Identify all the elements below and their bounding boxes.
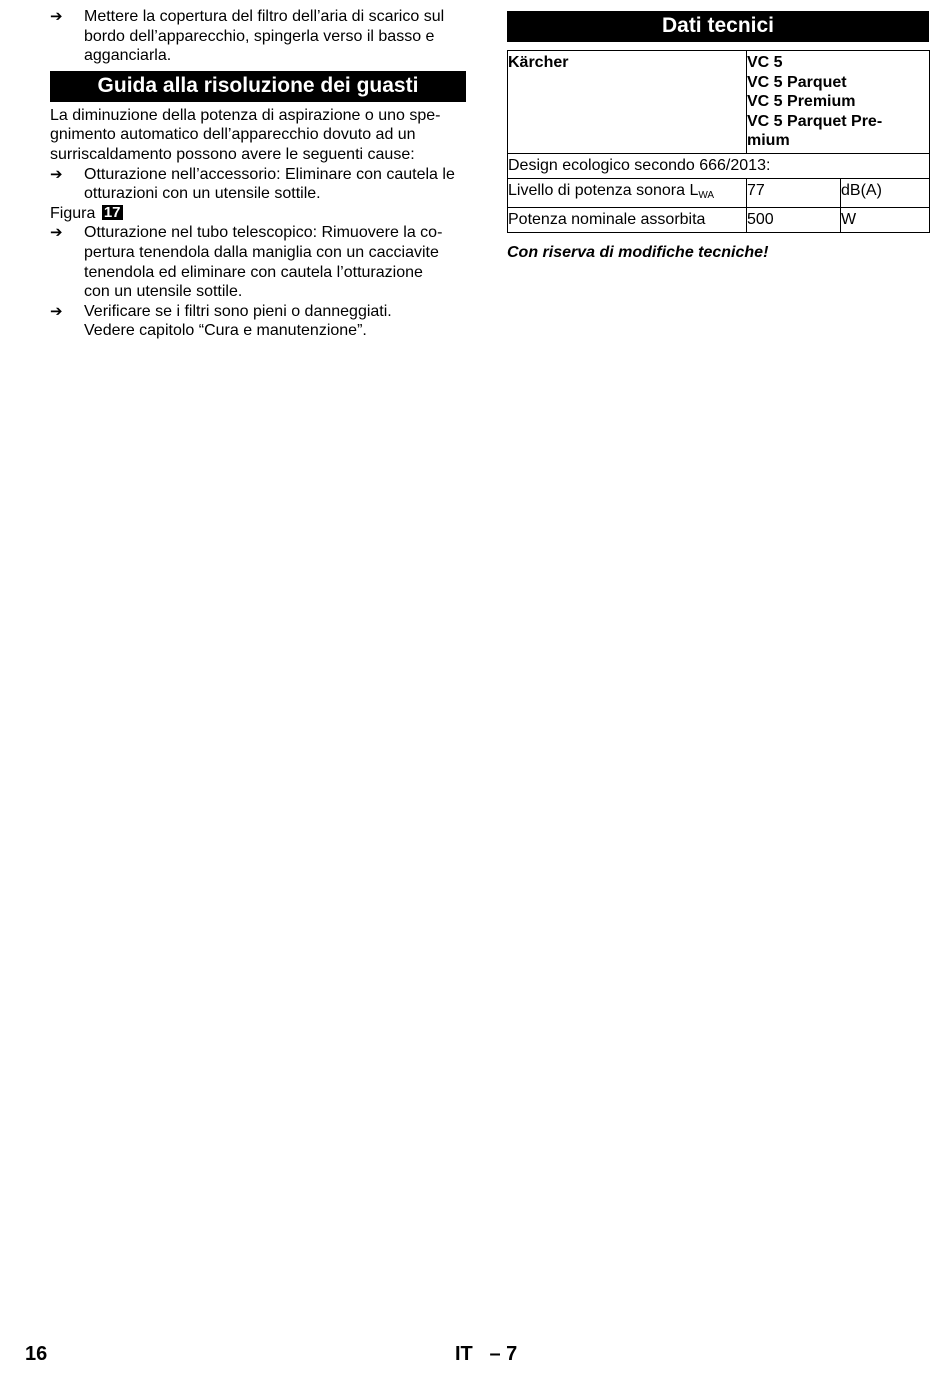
sound-label-cell [508,178,747,208]
instruction-bullet-filters [50,302,466,341]
bullet-line: tenendola ed eliminare con cautela l’otturazione [84,263,423,281]
instruction-bullet-accessory [50,165,466,204]
troubleshooting-intro [50,106,466,165]
instruction-bullet-cover [50,7,466,66]
power-value-cell: 500 [747,208,841,233]
paragraph-line: gnimento automatico dell’apparecchio dovuto ad un [50,126,416,144]
sound-label-subscript: WA [698,189,715,201]
bullet-line: Verificare se i filtri sono pieni o danneggiati. [84,302,392,320]
arrow-right-icon: ➔ [50,223,63,242]
instruction-bullet-tube [50,223,466,301]
bullet-line: pertura tenendola dalla maniglia con un cacciavite [84,243,439,261]
arrow-right-icon: ➔ [50,7,63,25]
bullet-line: Otturazione nel tubo telescopico: Rimuovere la co- [84,224,443,242]
bullet-text: Mettere la copertura del filtro dell’aria di scarico sul bordo dell’apparecchio, spingerla verso il basso e agganciarla. [84,8,445,65]
paragraph-line: La diminuzione della potenza di aspirazione o uno spe- [50,106,441,124]
figure-reference [50,204,466,224]
model-line: VC 5 Parquet Pre- [747,112,883,130]
figure-number-badge: 17 [103,203,121,221]
table-row [508,178,930,208]
power-label-cell: Potenza nominale assorbita [508,208,747,233]
model-line: VC 5 [747,54,783,71]
page-number: 16 [25,1343,48,1365]
language-page-indicator: IT – 7 [455,1343,518,1365]
technical-changes-note: Con riserva di modifiche tecniche! [507,243,769,261]
brand-cell: Kärcher [508,51,747,154]
table-row [508,153,930,178]
arrow-right-icon: ➔ [50,164,63,183]
left-column [50,7,466,341]
figure-label: Figura [50,204,96,222]
right-column [507,11,929,262]
power-unit-cell: W [841,208,930,233]
sound-unit-cell: dB(A) [841,178,930,208]
section-heading-technical-data: Dati tecnici [507,11,929,42]
bullet-line: Vedere capitolo “Cura e manutenzione”. [84,322,367,340]
model-line: VC 5 Premium [747,93,856,111]
sound-label: Livello di potenza sonora L [508,181,699,199]
models-cell [747,51,930,154]
section-heading-troubleshooting: Guida alla risoluzione dei guasti [50,71,466,102]
sound-value-cell: 77 [747,178,841,208]
bullet-text: Otturazione nell’accessorio: Eliminare con cautela le otturazioni con un utensile sottile. [84,165,455,203]
table-row [508,208,930,233]
paragraph-line: surriscaldamento possono avere le seguenti cause: [50,145,415,163]
model-line: VC 5 Parquet [747,73,847,91]
technical-data-table [507,50,930,233]
bullet-line: con un utensile sottile. [84,283,243,301]
ecodesign-cell: Design ecologico secondo 666/2013: [508,153,930,178]
model-line: mium [747,132,790,150]
table-row [508,51,930,154]
arrow-right-icon: ➔ [50,301,63,320]
